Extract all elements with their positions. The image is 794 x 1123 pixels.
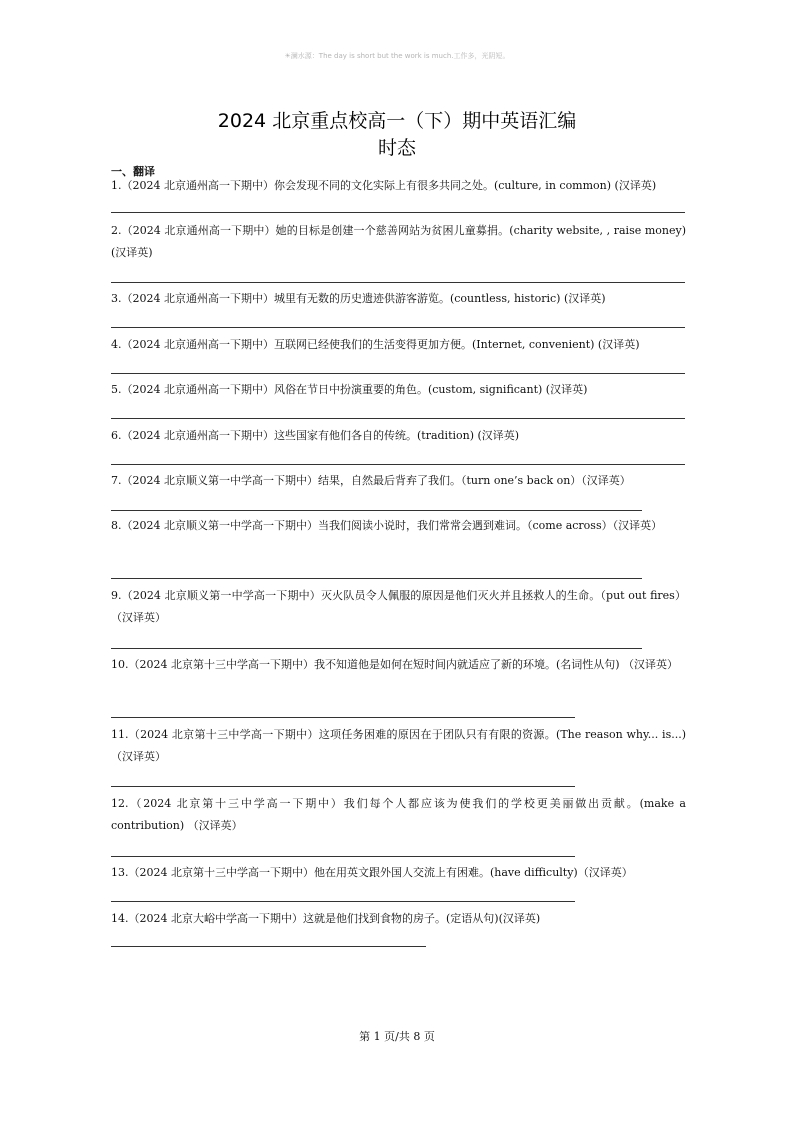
question-11: 11.（2024 北京第十三中学高一下期中）这项任务困难的原因在于团队只有有限的资源。(The reason why... is...) （汉译英） [111,728,686,763]
page-title: 2024 北京重点校高一（下）期中英语汇编 [217,110,577,132]
answer-line-4[interactable] [111,373,685,374]
answer-line-5[interactable] [111,418,685,419]
answer-line-1[interactable] [111,212,685,213]
question-2: 2.（2024 北京通州高一下期中）她的目标是创建一个慈善网站为贫困儿童募捐。(charity website, , raise money) (汉译英) [111,224,686,259]
question-8: 8.（2024 北京顺义第一中学高一下期中）当我们阅读小说时，我们常常会遇到难词。（come across）（汉译英） [111,519,663,532]
answer-line-7[interactable] [111,510,642,511]
answer-line-11[interactable] [111,786,575,787]
question-3: 3.（2024 北京通州高一下期中）城里有无数的历史遗迹供游客游览。(countless, historic) (汉译英) [111,292,606,305]
question-7: 7.（2024 北京顺义第一中学高一下期中）结果，自然最后背弃了我们。（turn one’s back on）（汉译英） [111,474,631,487]
question-4: 4.（2024 北京通州高一下期中）互联网已经使我们的生活变得更加方便。(Internet, convenient) (汉译英) [111,338,640,351]
page-footer: 第 1 页/共 8 页 [359,1030,435,1043]
question-1: 1.（2024 北京通州高一下期中）你会发现不同的文化实际上有很多共同之处。(culture, in common) (汉译英) [111,179,657,192]
question-14: 14.（2024 北京大峪中学高一下期中）这就是他们找到食物的房子。(定语从句)(汉译英) [111,912,541,925]
question-10: 10.（2024 北京第十三中学高一下期中）我不知道他是如何在短时间内就适应了新的环境。(名词性从句) （汉译英） [111,658,679,671]
question-5: 5.（2024 北京通州高一下期中）风俗在节日中扮演重要的角色。(custom, significant) (汉译英) [111,383,588,396]
question-6: 6.（2024 北京通州高一下期中）这些国家有他们各自的传统。(tradition) (汉译英) [111,429,520,442]
question-13: 13.（2024 北京第十三中学高一下期中）他在用英文跟外国人交流上有困难。(have difficulty)（汉译英） [111,866,633,879]
answer-line-9[interactable] [111,648,642,649]
answer-line-6[interactable] [111,464,685,465]
page-subtitle: 时态 [377,137,416,159]
answer-line-13[interactable] [111,901,575,902]
answer-line-10[interactable] [111,717,575,718]
answer-line-14[interactable] [111,946,426,947]
question-12: 12.（2024 北京第十三中学高一下期中）我们每个人都应该为使我们的学校更美丽做出贡献。(make a contribution) （汉译英） [111,797,686,832]
section-heading: 一、翻译 [111,165,155,178]
watermark-text: ☀澜水源：The day is short but the work is much.工作多，光阴短。 [284,52,510,60]
question-9: 9.（2024 北京顺义第一中学高一下期中）灭火队员令人佩服的原因是他们灭火并且拯救人的生命。（put out fires）（汉译英） [111,589,686,624]
answer-line-2[interactable] [111,282,685,283]
answer-line-12[interactable] [111,856,575,857]
answer-line-3[interactable] [111,327,685,328]
answer-line-8[interactable] [111,578,642,579]
